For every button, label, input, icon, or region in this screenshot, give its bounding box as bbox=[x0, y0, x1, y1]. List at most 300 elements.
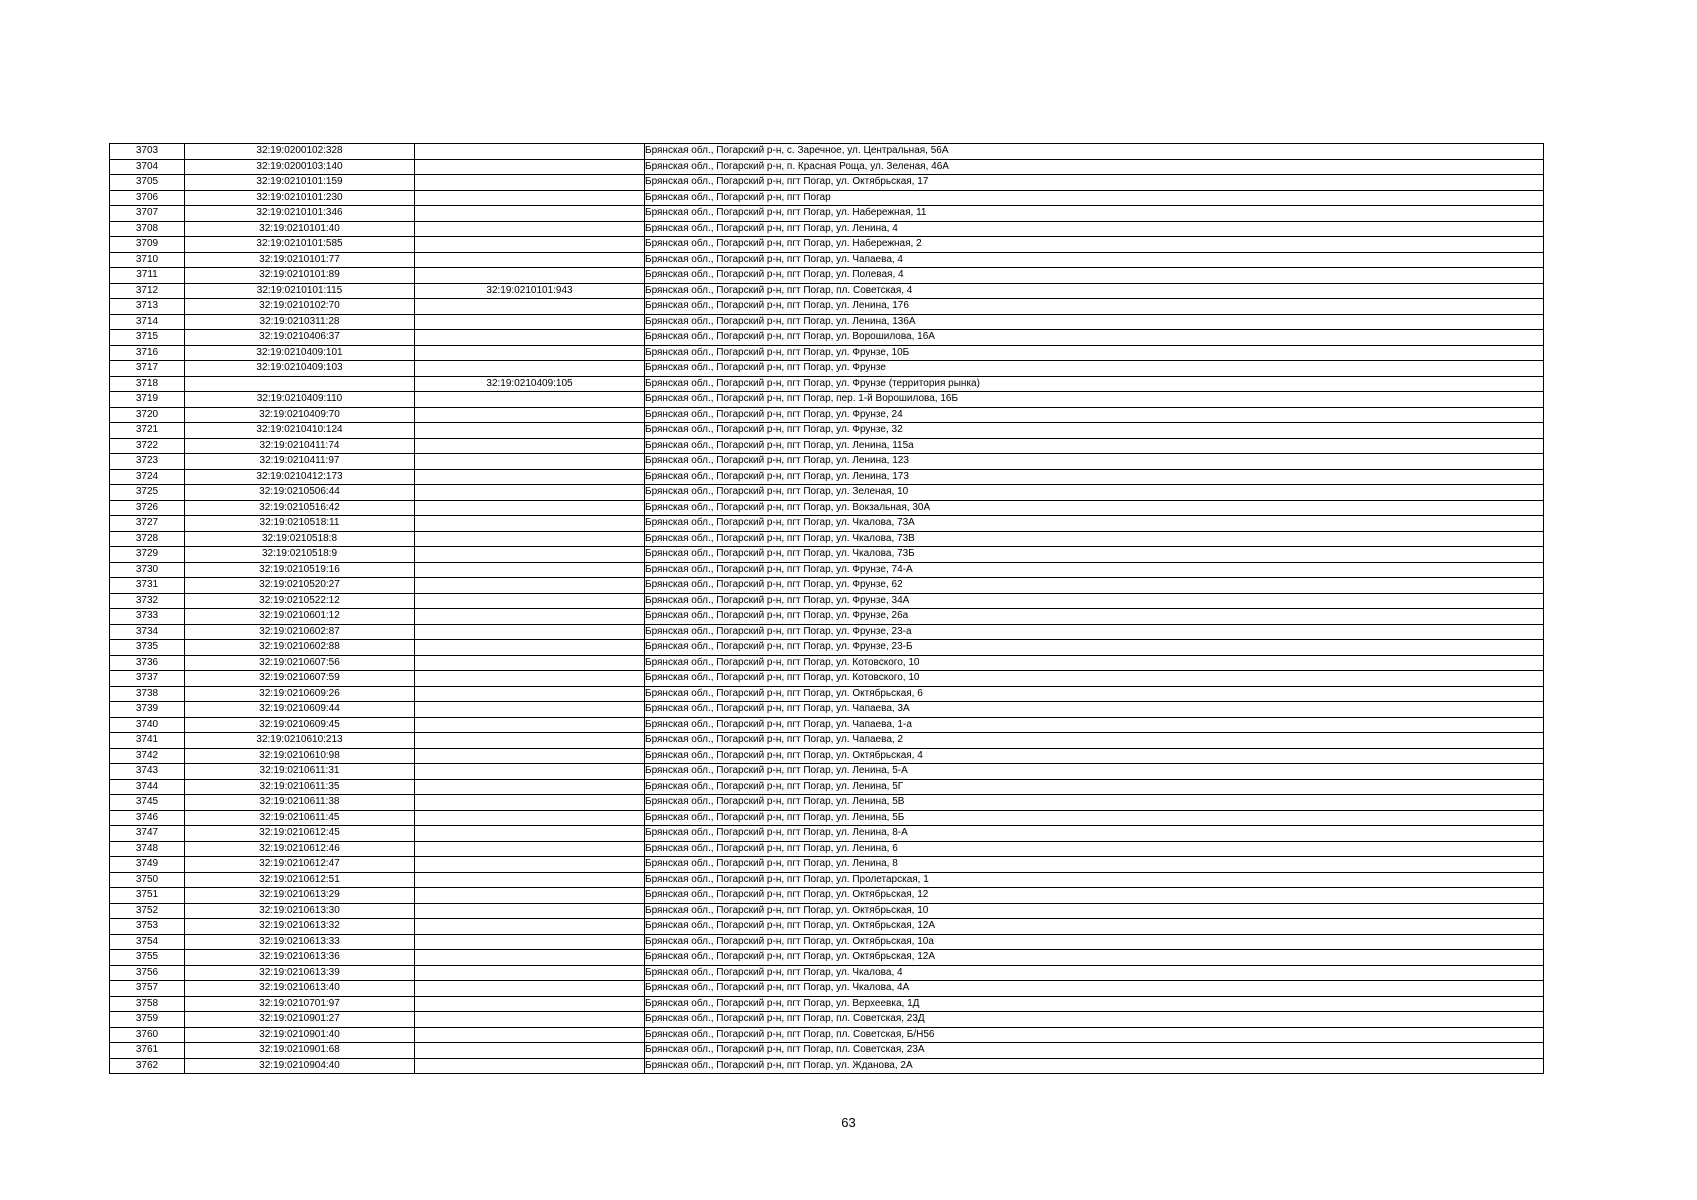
related-cadastral-number-cell bbox=[415, 919, 645, 935]
row-number-cell: 3715 bbox=[110, 330, 185, 346]
table-row bbox=[110, 671, 1544, 687]
address-cell: Брянская обл., Погарский р-н, пгт Погар, ул. Верхеевка, 1Д bbox=[645, 996, 1544, 1012]
row-number-cell: 3747 bbox=[110, 826, 185, 842]
address-cell: Брянская обл., Погарский р-н, пгт Погар, ул. Октябрьская, 17 bbox=[645, 175, 1544, 191]
cadastral-number-cell: 32:19:0210406:37 bbox=[185, 330, 415, 346]
address-cell: Брянская обл., Погарский р-н, пгт Погар, ул. Октябрьская, 12А bbox=[645, 919, 1544, 935]
related-cadastral-number-cell bbox=[415, 562, 645, 578]
related-cadastral-number-cell bbox=[415, 748, 645, 764]
table-row bbox=[110, 190, 1544, 206]
related-cadastral-number-cell bbox=[415, 578, 645, 594]
table-row bbox=[110, 500, 1544, 516]
cadastral-number-cell: 32:19:0210901:27 bbox=[185, 1012, 415, 1028]
table-row bbox=[110, 392, 1544, 408]
related-cadastral-number-cell bbox=[415, 981, 645, 997]
address-cell: Брянская обл., Погарский р-н, пгт Погар, ул. Октябрьская, 12 bbox=[645, 888, 1544, 904]
related-cadastral-number-cell bbox=[415, 779, 645, 795]
address-cell: Брянская обл., Погарский р-н, пгт Погар, ул. Фрунзе, 23-Б bbox=[645, 640, 1544, 656]
row-number-cell: 3707 bbox=[110, 206, 185, 222]
cadastral-number-cell: 32:19:0210613:30 bbox=[185, 903, 415, 919]
row-number-cell: 3726 bbox=[110, 500, 185, 516]
table-row bbox=[110, 1027, 1544, 1043]
related-cadastral-number-cell bbox=[415, 159, 645, 175]
row-number-cell: 3762 bbox=[110, 1058, 185, 1074]
row-number-cell: 3744 bbox=[110, 779, 185, 795]
related-cadastral-number-cell bbox=[415, 733, 645, 749]
table-row bbox=[110, 407, 1544, 423]
related-cadastral-number-cell bbox=[415, 547, 645, 563]
cadastral-number-cell: 32:19:0210411:97 bbox=[185, 454, 415, 470]
related-cadastral-number-cell bbox=[415, 438, 645, 454]
row-number-cell: 3705 bbox=[110, 175, 185, 191]
row-number-cell: 3728 bbox=[110, 531, 185, 547]
row-number-cell: 3727 bbox=[110, 516, 185, 532]
cadastral-number-cell: 32:19:0210609:26 bbox=[185, 686, 415, 702]
row-number-cell: 3760 bbox=[110, 1027, 185, 1043]
related-cadastral-number-cell bbox=[415, 485, 645, 501]
row-number-cell: 3743 bbox=[110, 764, 185, 780]
cadastral-number-cell: 32:19:0210101:40 bbox=[185, 221, 415, 237]
cadastral-number-cell: 32:19:0210518:8 bbox=[185, 531, 415, 547]
cadastral-number-cell: 32:19:0210516:42 bbox=[185, 500, 415, 516]
address-cell: Брянская обл., Погарский р-н, пгт Погар, ул. Чапаева, 1-а bbox=[645, 717, 1544, 733]
cadastral-number-cell: 32:19:0210520:27 bbox=[185, 578, 415, 594]
address-cell: Брянская обл., Погарский р-н, пгт Погар, ул. Фрунзе (территория рынка) bbox=[645, 376, 1544, 392]
address-cell: Брянская обл., Погарский р-н, пгт Погар, ул. Ленина, 123 bbox=[645, 454, 1544, 470]
row-number-cell: 3749 bbox=[110, 857, 185, 873]
table-row bbox=[110, 655, 1544, 671]
cadastral-number-cell: 32:19:0210602:88 bbox=[185, 640, 415, 656]
address-cell: Брянская обл., Погарский р-н, пгт Погар, ул. Фрунзе, 62 bbox=[645, 578, 1544, 594]
address-cell: Брянская обл., Погарский р-н, пгт Погар, ул. Ленина, 8-А bbox=[645, 826, 1544, 842]
cadastral-number-cell: 32:19:0210518:11 bbox=[185, 516, 415, 532]
table-row bbox=[110, 268, 1544, 284]
table-row bbox=[110, 1043, 1544, 1059]
address-cell: Брянская обл., Погарский р-н, пгт Погар, ул. Чкалова, 73В bbox=[645, 531, 1544, 547]
related-cadastral-number-cell bbox=[415, 190, 645, 206]
cadastral-number-cell: 32:19:0210701:97 bbox=[185, 996, 415, 1012]
table-row bbox=[110, 469, 1544, 485]
table-row bbox=[110, 547, 1544, 563]
address-cell: Брянская обл., Погарский р-н, пгт Погар, ул. Октябрьская, 10 bbox=[645, 903, 1544, 919]
related-cadastral-number-cell bbox=[415, 872, 645, 888]
cadastral-number-cell: 32:19:0210101:77 bbox=[185, 252, 415, 268]
address-cell: Брянская обл., Погарский р-н, пгт Погар, ул. Фрунзе, 32 bbox=[645, 423, 1544, 439]
cadastral-number-cell: 32:19:0210101:585 bbox=[185, 237, 415, 253]
table-row bbox=[110, 841, 1544, 857]
address-cell: Брянская обл., Погарский р-н, пгт Погар, ул. Октябрьская, 4 bbox=[645, 748, 1544, 764]
cadastral-number-cell: 32:19:0210409:70 bbox=[185, 407, 415, 423]
cadastral-number-cell: 32:19:0210101:230 bbox=[185, 190, 415, 206]
row-number-cell: 3737 bbox=[110, 671, 185, 687]
table-row bbox=[110, 1058, 1544, 1074]
row-number-cell: 3753 bbox=[110, 919, 185, 935]
cadastral-number-cell: 32:19:0210613:39 bbox=[185, 965, 415, 981]
cadastral-number-cell: 32:19:0210101:115 bbox=[185, 283, 415, 299]
table-row bbox=[110, 299, 1544, 315]
row-number-cell: 3713 bbox=[110, 299, 185, 315]
related-cadastral-number-cell bbox=[415, 469, 645, 485]
cadastral-number-cell: 32:19:0210611:31 bbox=[185, 764, 415, 780]
table-row bbox=[110, 423, 1544, 439]
related-cadastral-number-cell bbox=[415, 717, 645, 733]
table-row bbox=[110, 888, 1544, 904]
cadastral-number-cell: 32:19:0200102:328 bbox=[185, 144, 415, 160]
cadastral-number-cell: 32:19:0210311:28 bbox=[185, 314, 415, 330]
cadastral-number-cell: 32:19:0210901:40 bbox=[185, 1027, 415, 1043]
cadastral-number-cell: 32:19:0210409:101 bbox=[185, 345, 415, 361]
registry-table-body bbox=[110, 144, 1544, 1074]
table-row bbox=[110, 624, 1544, 640]
address-cell: Брянская обл., Погарский р-н, пгт Погар, ул. Полевая, 4 bbox=[645, 268, 1544, 284]
address-cell: Брянская обл., Погарский р-н, пгт Погар, ул. Фрунзе, 23-а bbox=[645, 624, 1544, 640]
address-cell: Брянская обл., Погарский р-н, пгт Погар, ул. Фрунзе, 74-А bbox=[645, 562, 1544, 578]
table-row bbox=[110, 237, 1544, 253]
table-row bbox=[110, 159, 1544, 175]
table-row bbox=[110, 330, 1544, 346]
address-cell: Брянская обл., Погарский р-н, пгт Погар, ул. Ленина, 8 bbox=[645, 857, 1544, 873]
address-cell: Брянская обл., Погарский р-н, пгт Погар, ул. Чапаева, 3А bbox=[645, 702, 1544, 718]
related-cadastral-number-cell bbox=[415, 516, 645, 532]
row-number-cell: 3738 bbox=[110, 686, 185, 702]
row-number-cell: 3757 bbox=[110, 981, 185, 997]
cadastral-number-cell: 32:19:0210612:47 bbox=[185, 857, 415, 873]
table-row bbox=[110, 438, 1544, 454]
related-cadastral-number-cell bbox=[415, 841, 645, 857]
row-number-cell: 3745 bbox=[110, 795, 185, 811]
row-number-cell: 3729 bbox=[110, 547, 185, 563]
table-row bbox=[110, 779, 1544, 795]
row-number-cell: 3756 bbox=[110, 965, 185, 981]
address-cell: Брянская обл., Погарский р-н, пгт Погар, ул. Октябрьская, 12А bbox=[645, 950, 1544, 966]
row-number-cell: 3704 bbox=[110, 159, 185, 175]
address-cell: Брянская обл., Погарский р-н, пгт Погар, ул. Ленина, 5-А bbox=[645, 764, 1544, 780]
table-row bbox=[110, 361, 1544, 377]
table-row bbox=[110, 717, 1544, 733]
table-row bbox=[110, 485, 1544, 501]
cadastral-number-cell: 32:19:0210607:59 bbox=[185, 671, 415, 687]
row-number-cell: 3759 bbox=[110, 1012, 185, 1028]
related-cadastral-number-cell bbox=[415, 593, 645, 609]
related-cadastral-number-cell bbox=[415, 531, 645, 547]
address-cell: Брянская обл., Погарский р-н, пгт Погар, пл. Советская, 23А bbox=[645, 1043, 1544, 1059]
table-row bbox=[110, 144, 1544, 160]
related-cadastral-number-cell bbox=[415, 640, 645, 656]
cadastral-number-cell: 32:19:0210613:32 bbox=[185, 919, 415, 935]
row-number-cell: 3731 bbox=[110, 578, 185, 594]
address-cell: Брянская обл., Погарский р-н, пгт Погар, пл. Советская, 4 bbox=[645, 283, 1544, 299]
row-number-cell: 3748 bbox=[110, 841, 185, 857]
row-number-cell: 3708 bbox=[110, 221, 185, 237]
row-number-cell: 3710 bbox=[110, 252, 185, 268]
table-row bbox=[110, 578, 1544, 594]
address-cell: Брянская обл., Погарский р-н, пгт Погар, пл. Советская, 23Д bbox=[645, 1012, 1544, 1028]
related-cadastral-number-cell bbox=[415, 252, 645, 268]
related-cadastral-number-cell: 32:19:0210101:943 bbox=[415, 283, 645, 299]
address-cell: Брянская обл., Погарский р-н, пгт Погар, ул. Фрунзе bbox=[645, 361, 1544, 377]
address-cell: Брянская обл., Погарский р-н, пгт Погар, ул. Чкалова, 73Б bbox=[645, 547, 1544, 563]
cadastral-number-cell: 32:19:0210607:56 bbox=[185, 655, 415, 671]
table-row bbox=[110, 950, 1544, 966]
row-number-cell: 3750 bbox=[110, 872, 185, 888]
row-number-cell: 3741 bbox=[110, 733, 185, 749]
cadastral-number-cell: 32:19:0210519:16 bbox=[185, 562, 415, 578]
table-row bbox=[110, 516, 1544, 532]
table-row bbox=[110, 981, 1544, 997]
cadastral-number-cell: 32:19:0210904:40 bbox=[185, 1058, 415, 1074]
table-row bbox=[110, 609, 1544, 625]
address-cell: Брянская обл., Погарский р-н, пгт Погар, ул. Фрунзе, 24 bbox=[645, 407, 1544, 423]
cadastral-number-cell: 32:19:0210101:159 bbox=[185, 175, 415, 191]
cadastral-number-cell: 32:19:0210613:40 bbox=[185, 981, 415, 997]
table-row bbox=[110, 345, 1544, 361]
related-cadastral-number-cell bbox=[415, 764, 645, 780]
row-number-cell: 3714 bbox=[110, 314, 185, 330]
row-number-cell: 3732 bbox=[110, 593, 185, 609]
row-number-cell: 3734 bbox=[110, 624, 185, 640]
cadastral-number-cell: 32:19:0200103:140 bbox=[185, 159, 415, 175]
row-number-cell: 3740 bbox=[110, 717, 185, 733]
table-row bbox=[110, 996, 1544, 1012]
table-row bbox=[110, 872, 1544, 888]
related-cadastral-number-cell bbox=[415, 314, 645, 330]
row-number-cell: 3718 bbox=[110, 376, 185, 392]
row-number-cell: 3719 bbox=[110, 392, 185, 408]
cadastral-number-cell: 32:19:0210506:44 bbox=[185, 485, 415, 501]
address-cell: Брянская обл., Погарский р-н, пгт Погар, ул. Котовского, 10 bbox=[645, 671, 1544, 687]
related-cadastral-number-cell bbox=[415, 686, 645, 702]
address-cell: Брянская обл., Погарский р-н, пгт Погар, ул. Котовского, 10 bbox=[645, 655, 1544, 671]
cadastral-number-cell: 32:19:0210522:12 bbox=[185, 593, 415, 609]
address-cell: Брянская обл., Погарский р-н, пгт Погар, ул. Чкалова, 73А bbox=[645, 516, 1544, 532]
table-row bbox=[110, 376, 1544, 392]
page-number: 63 bbox=[841, 1115, 856, 1130]
cadastral-number-cell: 32:19:0210612:51 bbox=[185, 872, 415, 888]
address-cell: Брянская обл., Погарский р-н, пгт Погар, ул. Ленина, 115а bbox=[645, 438, 1544, 454]
table-row bbox=[110, 965, 1544, 981]
table-row bbox=[110, 531, 1544, 547]
table-row bbox=[110, 934, 1544, 950]
cadastral-number-cell: 32:19:0210613:36 bbox=[185, 950, 415, 966]
related-cadastral-number-cell bbox=[415, 1012, 645, 1028]
related-cadastral-number-cell bbox=[415, 655, 645, 671]
related-cadastral-number-cell bbox=[415, 144, 645, 160]
table-row bbox=[110, 206, 1544, 222]
related-cadastral-number-cell bbox=[415, 407, 645, 423]
related-cadastral-number-cell bbox=[415, 423, 645, 439]
row-number-cell: 3724 bbox=[110, 469, 185, 485]
row-number-cell: 3720 bbox=[110, 407, 185, 423]
table-row bbox=[110, 702, 1544, 718]
table-row bbox=[110, 314, 1544, 330]
cadastral-number-cell: 32:19:0210609:44 bbox=[185, 702, 415, 718]
table-row bbox=[110, 919, 1544, 935]
table-row bbox=[110, 857, 1544, 873]
table-row bbox=[110, 593, 1544, 609]
row-number-cell: 3746 bbox=[110, 810, 185, 826]
related-cadastral-number-cell bbox=[415, 500, 645, 516]
row-number-cell: 3751 bbox=[110, 888, 185, 904]
address-cell: Брянская обл., Погарский р-н, пгт Погар, ул. Ленина, 173 bbox=[645, 469, 1544, 485]
table-row bbox=[110, 454, 1544, 470]
row-number-cell: 3711 bbox=[110, 268, 185, 284]
related-cadastral-number-cell bbox=[415, 795, 645, 811]
related-cadastral-number-cell bbox=[415, 857, 645, 873]
address-cell: Брянская обл., Погарский р-н, с. Заречное, ул. Центральная, 56А bbox=[645, 144, 1544, 160]
address-cell: Брянская обл., Погарский р-н, пгт Погар, ул. Фрунзе, 34А bbox=[645, 593, 1544, 609]
address-cell: Брянская обл., Погарский р-н, пгт Погар, ул. Набережная, 11 bbox=[645, 206, 1544, 222]
address-cell: Брянская обл., Погарский р-н, пгт Погар, ул. Ленина, 5В bbox=[645, 795, 1544, 811]
row-number-cell: 3736 bbox=[110, 655, 185, 671]
address-cell: Брянская обл., Погарский р-н, пгт Погар, ул. Чапаева, 2 bbox=[645, 733, 1544, 749]
related-cadastral-number-cell bbox=[415, 268, 645, 284]
cadastral-number-cell: 32:19:0210611:35 bbox=[185, 779, 415, 795]
related-cadastral-number-cell: 32:19:0210409:105 bbox=[415, 376, 645, 392]
cadastral-number-cell bbox=[185, 376, 415, 392]
address-cell: Брянская обл., Погарский р-н, пгт Погар, ул. Ленина, 4 bbox=[645, 221, 1544, 237]
related-cadastral-number-cell bbox=[415, 392, 645, 408]
related-cadastral-number-cell bbox=[415, 950, 645, 966]
address-cell: Брянская обл., Погарский р-н, пгт Погар, ул. Ленина, 5Г bbox=[645, 779, 1544, 795]
table-row bbox=[110, 748, 1544, 764]
related-cadastral-number-cell bbox=[415, 1058, 645, 1074]
cadastral-number-cell: 32:19:0210611:38 bbox=[185, 795, 415, 811]
row-number-cell: 3703 bbox=[110, 144, 185, 160]
related-cadastral-number-cell bbox=[415, 206, 645, 222]
table-row bbox=[110, 221, 1544, 237]
row-number-cell: 3739 bbox=[110, 702, 185, 718]
related-cadastral-number-cell bbox=[415, 996, 645, 1012]
address-cell: Брянская обл., Погарский р-н, пгт Погар, ул. Ленина, 5Б bbox=[645, 810, 1544, 826]
related-cadastral-number-cell bbox=[415, 624, 645, 640]
related-cadastral-number-cell bbox=[415, 965, 645, 981]
related-cadastral-number-cell bbox=[415, 454, 645, 470]
cadastral-number-cell: 32:19:0210410:124 bbox=[185, 423, 415, 439]
table-row bbox=[110, 175, 1544, 191]
table-row bbox=[110, 764, 1544, 780]
cadastral-number-cell: 32:19:0210609:45 bbox=[185, 717, 415, 733]
address-cell: Брянская обл., Погарский р-н, пгт Погар, ул. Октябрьская, 10а bbox=[645, 934, 1544, 950]
address-cell: Брянская обл., Погарский р-н, пгт Погар, ул. Фрунзе, 10Б bbox=[645, 345, 1544, 361]
registry-table bbox=[109, 143, 1544, 1074]
related-cadastral-number-cell bbox=[415, 1043, 645, 1059]
cadastral-number-cell: 32:19:0210901:68 bbox=[185, 1043, 415, 1059]
address-cell: Брянская обл., Погарский р-н, пгт Погар, ул. Октябрьская, 6 bbox=[645, 686, 1544, 702]
table-row bbox=[110, 1012, 1544, 1028]
related-cadastral-number-cell bbox=[415, 221, 645, 237]
related-cadastral-number-cell bbox=[415, 361, 645, 377]
row-number-cell: 3725 bbox=[110, 485, 185, 501]
cadastral-number-cell: 32:19:0210409:110 bbox=[185, 392, 415, 408]
related-cadastral-number-cell bbox=[415, 888, 645, 904]
row-number-cell: 3758 bbox=[110, 996, 185, 1012]
row-number-cell: 3709 bbox=[110, 237, 185, 253]
address-cell: Брянская обл., Погарский р-н, пгт Погар, ул. Вокзальная, 30А bbox=[645, 500, 1544, 516]
related-cadastral-number-cell bbox=[415, 345, 645, 361]
table-row bbox=[110, 283, 1544, 299]
address-cell: Брянская обл., Погарский р-н, пгт Погар, ул. Жданова, 2А bbox=[645, 1058, 1544, 1074]
cadastral-number-cell: 32:19:0210602:87 bbox=[185, 624, 415, 640]
cadastral-number-cell: 32:19:0210610:213 bbox=[185, 733, 415, 749]
cadastral-number-cell: 32:19:0210612:45 bbox=[185, 826, 415, 842]
table-row bbox=[110, 562, 1544, 578]
cadastral-number-cell: 32:19:0210613:29 bbox=[185, 888, 415, 904]
address-cell: Брянская обл., Погарский р-н, п. Красная Роща, ул. Зеленая, 46А bbox=[645, 159, 1544, 175]
address-cell: Брянская обл., Погарский р-н, пгт Погар, ул. Набережная, 2 bbox=[645, 237, 1544, 253]
cadastral-number-cell: 32:19:0210613:33 bbox=[185, 934, 415, 950]
related-cadastral-number-cell bbox=[415, 609, 645, 625]
related-cadastral-number-cell bbox=[415, 702, 645, 718]
cadastral-number-cell: 32:19:0210101:346 bbox=[185, 206, 415, 222]
table-row bbox=[110, 826, 1544, 842]
related-cadastral-number-cell bbox=[415, 330, 645, 346]
related-cadastral-number-cell bbox=[415, 826, 645, 842]
related-cadastral-number-cell bbox=[415, 237, 645, 253]
address-cell: Брянская обл., Погарский р-н, пгт Погар, ул. Чкалова, 4 bbox=[645, 965, 1544, 981]
cadastral-number-cell: 32:19:0210102:70 bbox=[185, 299, 415, 315]
address-cell: Брянская обл., Погарский р-н, пгт Погар bbox=[645, 190, 1544, 206]
row-number-cell: 3735 bbox=[110, 640, 185, 656]
related-cadastral-number-cell bbox=[415, 175, 645, 191]
address-cell: Брянская обл., Погарский р-н, пгт Погар, ул. Ленина, 136А bbox=[645, 314, 1544, 330]
related-cadastral-number-cell bbox=[415, 903, 645, 919]
row-number-cell: 3706 bbox=[110, 190, 185, 206]
row-number-cell: 3733 bbox=[110, 609, 185, 625]
related-cadastral-number-cell bbox=[415, 671, 645, 687]
cadastral-number-cell: 32:19:0210411:74 bbox=[185, 438, 415, 454]
row-number-cell: 3723 bbox=[110, 454, 185, 470]
cadastral-number-cell: 32:19:0210601:12 bbox=[185, 609, 415, 625]
address-cell: Брянская обл., Погарский р-н, пгт Погар, ул. Ворошилова, 16А bbox=[645, 330, 1544, 346]
row-number-cell: 3712 bbox=[110, 283, 185, 299]
table-row bbox=[110, 252, 1544, 268]
address-cell: Брянская обл., Погарский р-н, пгт Погар, ул. Фрунзе, 26а bbox=[645, 609, 1544, 625]
related-cadastral-number-cell bbox=[415, 1027, 645, 1043]
address-cell: Брянская обл., Погарский р-н, пгт Погар, ул. Чапаева, 4 bbox=[645, 252, 1544, 268]
address-cell: Брянская обл., Погарский р-н, пгт Погар, ул. Ленина, 6 bbox=[645, 841, 1544, 857]
cadastral-number-cell: 32:19:0210101:89 bbox=[185, 268, 415, 284]
row-number-cell: 3742 bbox=[110, 748, 185, 764]
cadastral-number-cell: 32:19:0210611:45 bbox=[185, 810, 415, 826]
row-number-cell: 3754 bbox=[110, 934, 185, 950]
row-number-cell: 3716 bbox=[110, 345, 185, 361]
address-cell: Брянская обл., Погарский р-н, пгт Погар, пл. Советская, Б/Н56 bbox=[645, 1027, 1544, 1043]
table-row bbox=[110, 903, 1544, 919]
row-number-cell: 3761 bbox=[110, 1043, 185, 1059]
address-cell: Брянская обл., Погарский р-н, пгт Погар, ул. Чкалова, 4А bbox=[645, 981, 1544, 997]
cadastral-number-cell: 32:19:0210409:103 bbox=[185, 361, 415, 377]
table-row bbox=[110, 686, 1544, 702]
address-cell: Брянская обл., Погарский р-н, пгт Погар, ул. Зеленая, 10 bbox=[645, 485, 1544, 501]
cadastral-number-cell: 32:19:0210518:9 bbox=[185, 547, 415, 563]
cadastral-number-cell: 32:19:0210610:98 bbox=[185, 748, 415, 764]
row-number-cell: 3721 bbox=[110, 423, 185, 439]
row-number-cell: 3722 bbox=[110, 438, 185, 454]
table-row bbox=[110, 795, 1544, 811]
address-cell: Брянская обл., Погарский р-н, пгт Погар, ул. Ленина, 176 bbox=[645, 299, 1544, 315]
row-number-cell: 3717 bbox=[110, 361, 185, 377]
row-number-cell: 3730 bbox=[110, 562, 185, 578]
row-number-cell: 3752 bbox=[110, 903, 185, 919]
row-number-cell: 3755 bbox=[110, 950, 185, 966]
table-row bbox=[110, 640, 1544, 656]
table-row bbox=[110, 733, 1544, 749]
related-cadastral-number-cell bbox=[415, 299, 645, 315]
address-cell: Брянская обл., Погарский р-н, пгт Погар, пер. 1-й Ворошилова, 16Б bbox=[645, 392, 1544, 408]
address-cell: Брянская обл., Погарский р-н, пгт Погар, ул. Пролетарская, 1 bbox=[645, 872, 1544, 888]
cadastral-number-cell: 32:19:0210412:173 bbox=[185, 469, 415, 485]
related-cadastral-number-cell bbox=[415, 934, 645, 950]
